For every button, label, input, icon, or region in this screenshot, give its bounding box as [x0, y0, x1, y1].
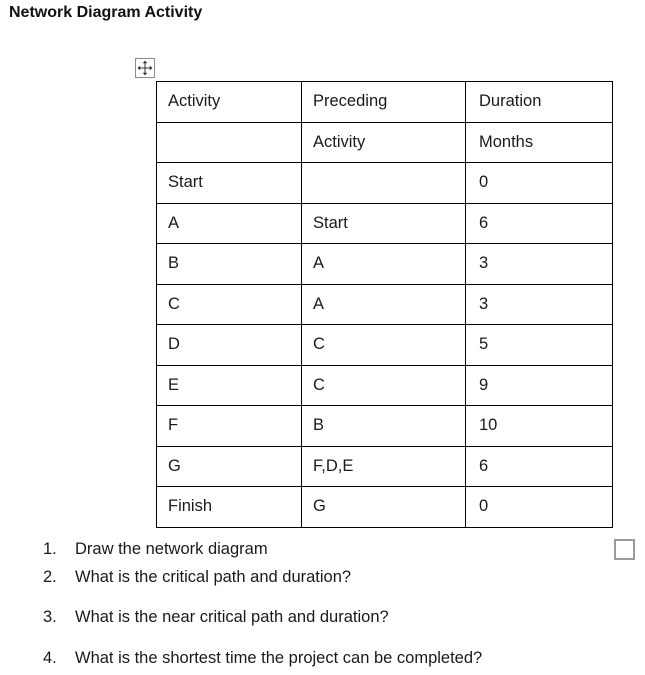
- header-activity[interactable]: Activity: [157, 82, 302, 123]
- question-number: 4.: [43, 649, 57, 667]
- duration-cell[interactable]: 0: [466, 487, 613, 528]
- header-preceding-cont[interactable]: Activity: [302, 122, 466, 163]
- table-row: [157, 163, 613, 204]
- question-text: What is the shortest time the project can be completed?: [75, 649, 483, 667]
- table-header-row: [157, 82, 613, 123]
- activity-cell[interactable]: F: [157, 406, 302, 447]
- activity-cell[interactable]: C: [157, 284, 302, 325]
- duration-cell[interactable]: 5: [466, 325, 613, 366]
- duration-cell[interactable]: 3: [466, 284, 613, 325]
- preceding-cell[interactable]: C: [302, 325, 466, 366]
- question-number: 2.: [43, 568, 57, 586]
- question-number: 3.: [43, 608, 57, 626]
- question-text: What is the near critical path and duration?: [75, 608, 389, 626]
- activity-cell[interactable]: Finish: [157, 487, 302, 528]
- duration-cell[interactable]: 10: [466, 406, 613, 447]
- header-activity-cont[interactable]: [157, 122, 302, 163]
- table-row: [157, 284, 613, 325]
- duration-cell[interactable]: 0: [466, 163, 613, 204]
- duration-cell[interactable]: 6: [466, 446, 613, 487]
- preceding-cell[interactable]: A: [302, 244, 466, 285]
- header-duration-unit[interactable]: Months: [466, 122, 613, 163]
- table-row: [157, 325, 613, 366]
- question-text: Draw the network diagram: [75, 540, 268, 558]
- table-row: [157, 406, 613, 447]
- preceding-cell[interactable]: B: [302, 406, 466, 447]
- preceding-cell[interactable]: G: [302, 487, 466, 528]
- question-text: What is the critical path and duration?: [75, 568, 352, 586]
- activity-cell[interactable]: B: [157, 244, 302, 285]
- activity-cell[interactable]: G: [157, 446, 302, 487]
- activity-cell[interactable]: D: [157, 325, 302, 366]
- activity-cell[interactable]: A: [157, 203, 302, 244]
- table-row: [157, 203, 613, 244]
- duration-cell[interactable]: 9: [466, 365, 613, 406]
- preceding-cell[interactable]: F,D,E: [302, 446, 466, 487]
- move-arrows-icon: [137, 60, 153, 76]
- table-header-row: [157, 122, 613, 163]
- header-preceding[interactable]: Preceding: [302, 82, 466, 123]
- table-row: [157, 244, 613, 285]
- header-duration[interactable]: Duration: [466, 82, 613, 123]
- preceding-cell[interactable]: [302, 163, 466, 204]
- duration-cell[interactable]: 3: [466, 244, 613, 285]
- table-resize-handle[interactable]: [614, 539, 635, 560]
- preceding-cell[interactable]: Start: [302, 203, 466, 244]
- activity-cell[interactable]: E: [157, 365, 302, 406]
- document-title: Network Diagram Activity: [9, 4, 203, 21]
- table-row: [157, 487, 613, 528]
- duration-cell[interactable]: 6: [466, 203, 613, 244]
- question-number: 1.: [43, 540, 57, 558]
- table-row: [157, 446, 613, 487]
- activity-table: [156, 81, 613, 528]
- preceding-cell[interactable]: A: [302, 284, 466, 325]
- table-move-handle[interactable]: [135, 58, 155, 78]
- preceding-cell[interactable]: C: [302, 365, 466, 406]
- activity-cell[interactable]: Start: [157, 163, 302, 204]
- table-row: [157, 365, 613, 406]
